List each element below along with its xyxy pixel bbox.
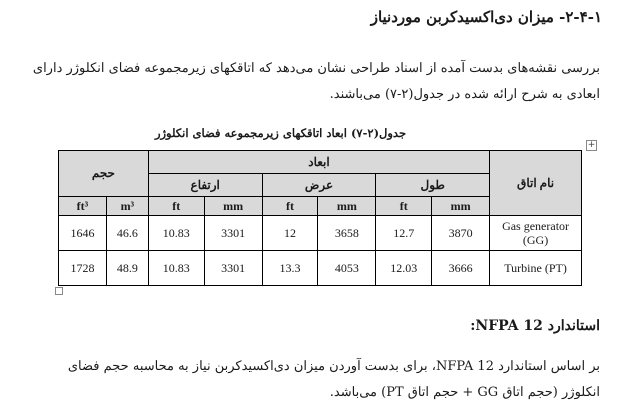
width-ft-cell: 13.3 — [262, 251, 318, 286]
table-move-handle-icon[interactable]: + — [587, 140, 596, 150]
width-ft-cell: 12 — [262, 216, 318, 251]
table-row — [59, 251, 582, 286]
paragraph-1 — [32, 56, 600, 108]
paragraph-1-line-1: بررسی نقشه‌های بدست آمده از اسناد طراحی نشان می‌دهد که اتاقکهای زیرمجموعه فضای انکلوژر دارای — [32, 61, 600, 76]
unit-length-mm: mm — [432, 197, 490, 216]
width-mm-cell: 4053 — [318, 251, 376, 286]
table-resize-handle[interactable] — [55, 287, 63, 295]
room-name-cell: Turbine (PT) — [490, 251, 582, 286]
paragraph-1-line-2: ابعادی به شرح ارائه شده در جدول(۲-۷) می‌باشند. — [329, 87, 600, 102]
room-name-cell: Gas generator (GG) — [490, 216, 582, 251]
header-room-name: نام اتاق — [490, 151, 582, 216]
table-row — [59, 216, 582, 251]
unit-height-mm: mm — [204, 197, 262, 216]
table-caption: جدول(۲-۷) ابعاد اتاقکهای زیرمجموعه فضای انکلوژر — [154, 126, 407, 140]
length-mm-cell: 3666 — [432, 251, 490, 286]
volume-ft3-cell: 1728 — [59, 251, 107, 286]
height-mm-cell: 3301 — [204, 216, 262, 251]
unit-m3: m³ — [106, 197, 148, 216]
unit-height-ft: ft — [148, 197, 204, 216]
unit-width-ft: ft — [262, 197, 318, 216]
unit-width-mm: mm — [318, 197, 376, 216]
height-ft-cell: 10.83 — [148, 216, 204, 251]
height-ft-cell: 10.83 — [148, 251, 204, 286]
volume-m3-cell: 48.9 — [106, 251, 148, 286]
unit-length-ft: ft — [376, 197, 432, 216]
header-height: ارتفاع — [148, 174, 262, 197]
length-ft-cell: 12.7 — [376, 216, 432, 251]
paragraph-2-line-2: انکلوژر (حجم اتاق GG + حجم اتاق PT) می‌باشد. — [329, 385, 600, 400]
subheading: استاندارد NFPA 12: — [470, 318, 600, 334]
width-mm-cell: 3658 — [318, 216, 376, 251]
header-width: عرض — [262, 174, 376, 197]
header-length: طول — [376, 174, 490, 197]
paragraph-2-line-1: بر اساس استاندارد NFPA 12، برای بدست آوردن میزان دی‌اکسیدکربن نیاز به محاسبه حجم فضای — [67, 359, 600, 374]
length-mm-cell: 3870 — [432, 216, 490, 251]
paragraph-2 — [40, 354, 600, 406]
unit-ft3: ft³ — [59, 197, 107, 216]
header-volume: حجم — [59, 151, 149, 197]
height-mm-cell: 3301 — [204, 251, 262, 286]
volume-m3-cell: 46.6 — [106, 216, 148, 251]
header-dimensions: ابعاد — [148, 151, 489, 174]
section-heading: ۲-۴-۱- میزان دی‌اکسیدکربن موردنیاز — [370, 8, 602, 26]
length-ft-cell: 12.03 — [376, 251, 432, 286]
volume-ft3-cell: 1646 — [59, 216, 107, 251]
dimensions-table — [58, 150, 582, 286]
